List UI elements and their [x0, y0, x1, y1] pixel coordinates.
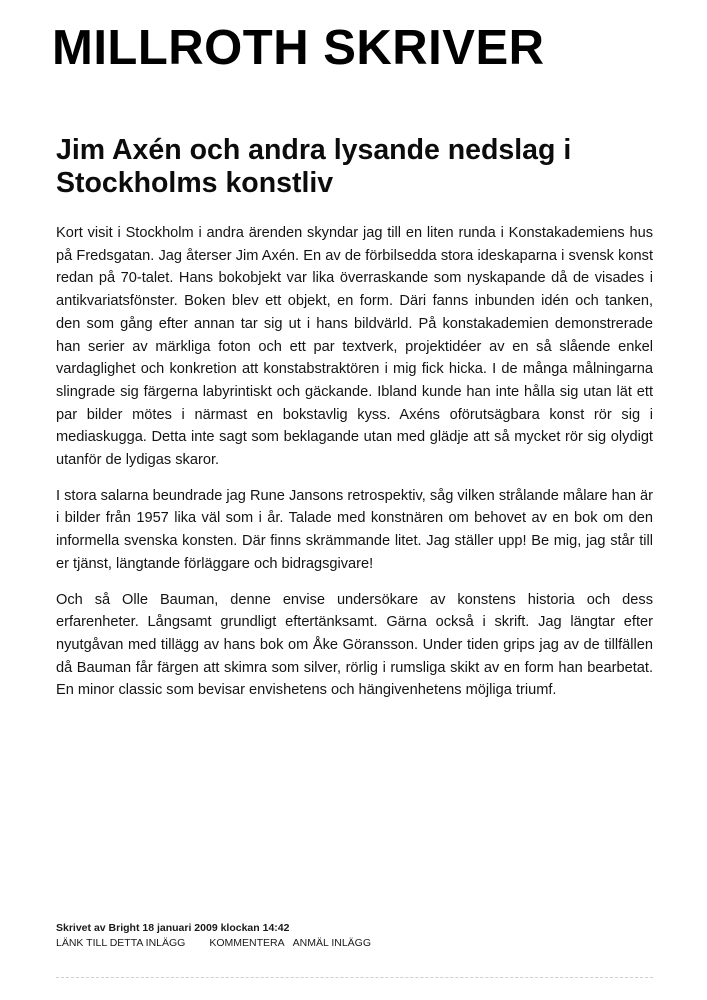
post-paragraph: Och så Olle Bauman, denne envise undersökare av konstens historia och dess erfarenheter. Långsamt grundligt eftertänksamt. Gärna också i skrift. Jag längtar efter nyutgåvan med tillägg av hans bok om Åke Göransson. Under tiden grips jag av de tillfällen då Bauman får färgen att skimra som silver, rörlig i rumsliga skikt av en form han bearbetat. En minor classic som bevisar envishetens och hängivenhetens möjliga triumf.: [56, 591, 653, 699]
post-byline: Skrivet av Bright 18 januari 2009 klockan 14:42: [56, 922, 290, 934]
post-paragraph: Kort visit i Stockholm i andra ärenden skyndar jag till en liten runda i Konstakademiens hus på Fredsgatan. Jag återser Jim Axén. En av de förbilsedda stora ideskaparna i svensk konst redan på 70-talet. Hans bokobjekt var lika överraskande som nyskapande då de visades i antikvariatsfönster. Boken blev ett objekt, en form. Däri fanns inbunden idén och tanken, den som gång efter annan tar sig ut i hans bildvärld. På konstakademien demonstrerade han serier av märkliga foton och ett par textverk, projektidéer av en så slående enkel vardaglighet och konkretion att konstabstraktören i mig fick hicka. I de många målningarna slingrade sig färgerna labyrintiskt och gäckande. Ibland kunde han inte hålla sig utan lät ett par bilder mötes i närmast en bokstavlig kyss. Axéns oförutsägbara konst rör sig i mediaskugga. Detta inte sagt som beklagande utan med glädje att så mycket rör sig olydigt utanför de lydigas skaror.: [56, 225, 653, 469]
post-paragraph: I stora salarna beundrade jag Rune Jansons retrospektiv, såg vilken strålande målare han är i bilder från 1957 lika väl som i år. Talade med konstnären om behovet av en bok om den informella svenska konsten. Där finns skrämmande litet. Jag ställer upp! Be mig, jag står till er tjänst, längtande förläggare och bidragsgivare!: [56, 487, 653, 572]
report-post-link[interactable]: ANMÄL INLÄGG: [292, 937, 372, 949]
post-actions: [56, 936, 371, 951]
blog-title: MILLROTH SKRIVER: [52, 21, 545, 75]
post-headline: Jim Axén och andra lysande nedslag i Stockholms konstliv: [56, 134, 572, 199]
permalink-link[interactable]: LÄNK TILL DETTA INLÄGG: [56, 937, 186, 949]
post-divider: [56, 977, 653, 978]
comment-link[interactable]: KOMMENTERA: [209, 937, 285, 949]
post-body: [56, 222, 653, 715]
post-footer: [56, 921, 371, 951]
